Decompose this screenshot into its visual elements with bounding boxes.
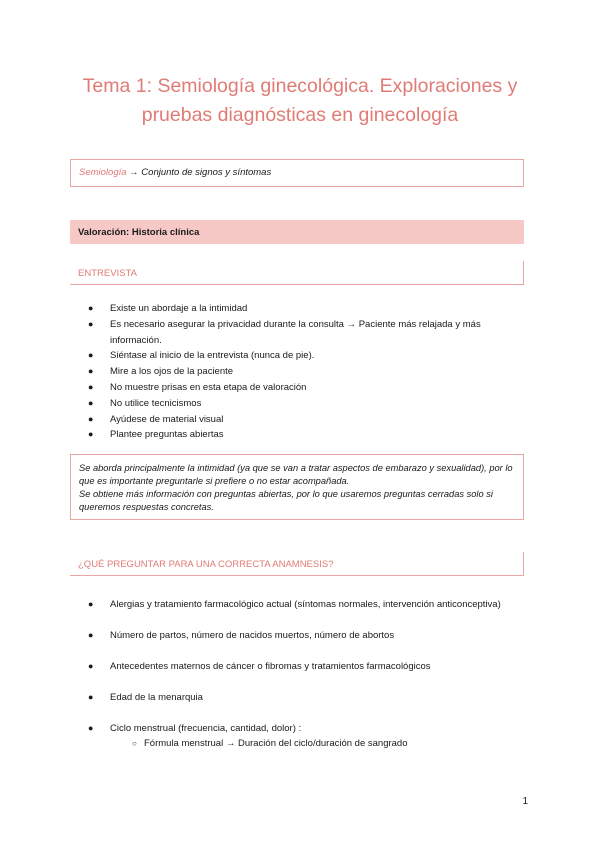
list-item: ● Edad de la menarquia [88, 692, 203, 703]
list-item: ● No utilice tecnicismos [88, 397, 202, 409]
list-item: ● Plantee preguntas abiertas [88, 429, 224, 441]
page-number: 1 [522, 796, 528, 807]
list-item: ● Número de partos, número de nacidos muertos, número de abortos [88, 630, 395, 641]
list-item: ● Existe un abordaje a la intimidad [88, 303, 248, 314]
entrevista-heading: ENTREVISTA [78, 268, 137, 279]
valoracion-section-header [70, 220, 524, 244]
semiologia-keyword: Semiología [79, 167, 127, 178]
list-item: ● Ayúdese de material visual [88, 413, 224, 425]
list-item: ● Mire a los ojos de la paciente [88, 366, 234, 378]
list-item: ● Siéntase al inicio de la entrevista (nunca de pie). [88, 350, 315, 362]
anamnesis-heading: ¿QUÉ PREGUNTAR PARA UNA CORRECTA ANAMNESIS? [78, 559, 334, 570]
anamnesis-heading-box [70, 552, 524, 576]
entrevista-heading-box [70, 261, 524, 285]
list-item: ● Antecedentes maternos de cáncer o fibromas y tratamientos farmacológicos [88, 661, 431, 672]
list-item: ● Alergias y tratamiento farmacológico actual (síntomas normales, intervención anticonceptiva) [88, 599, 501, 610]
page-title [40, 72, 560, 130]
anamnesis-list [76, 597, 530, 751]
title-line-1: Tema 1: Semiología ginecológica. Exploraciones y [82, 75, 518, 97]
note-paragraph-2: Se obtiene más información con preguntas abiertas, por lo que usaremos preguntas cerradas solo si queremos respuestas concretas. [79, 489, 493, 512]
entrevista-note-box [70, 454, 524, 520]
valoracion-label: Valoración: Historia clínica [78, 227, 200, 238]
title-line-2: pruebas diagnósticas en ginecología [141, 104, 459, 126]
list-item: ● No muestre prisas en esta etapa de valoración [88, 381, 307, 393]
sub-list [110, 736, 530, 751]
list-item: ● Es necesario asegurar la privacidad durante la consulta → Paciente más relajada y más información. [88, 318, 481, 346]
semiologia-definition: → Conjunto de signos y síntomas [126, 167, 272, 178]
entrevista-list [76, 301, 530, 443]
semiologia-definition-box [70, 159, 524, 187]
sub-list-item: ○ Fórmula menstrual → Duración del ciclo/duración de sangrado [132, 738, 408, 749]
note-paragraph-1: Se aborda principalmente la intimidad (ya que se van a tratar aspectos de embarazo y sexualidad), por lo que es importante preguntarle si prefiere o no estar acompañada. [79, 463, 513, 486]
circle-bullet-icon: ○ [132, 739, 137, 748]
list-item: ● Ciclo menstrual (frecuencia, cantidad, dolor) : ○ Fórmula menstrual → Duración del ciclo/duración de sangrado [76, 721, 530, 751]
